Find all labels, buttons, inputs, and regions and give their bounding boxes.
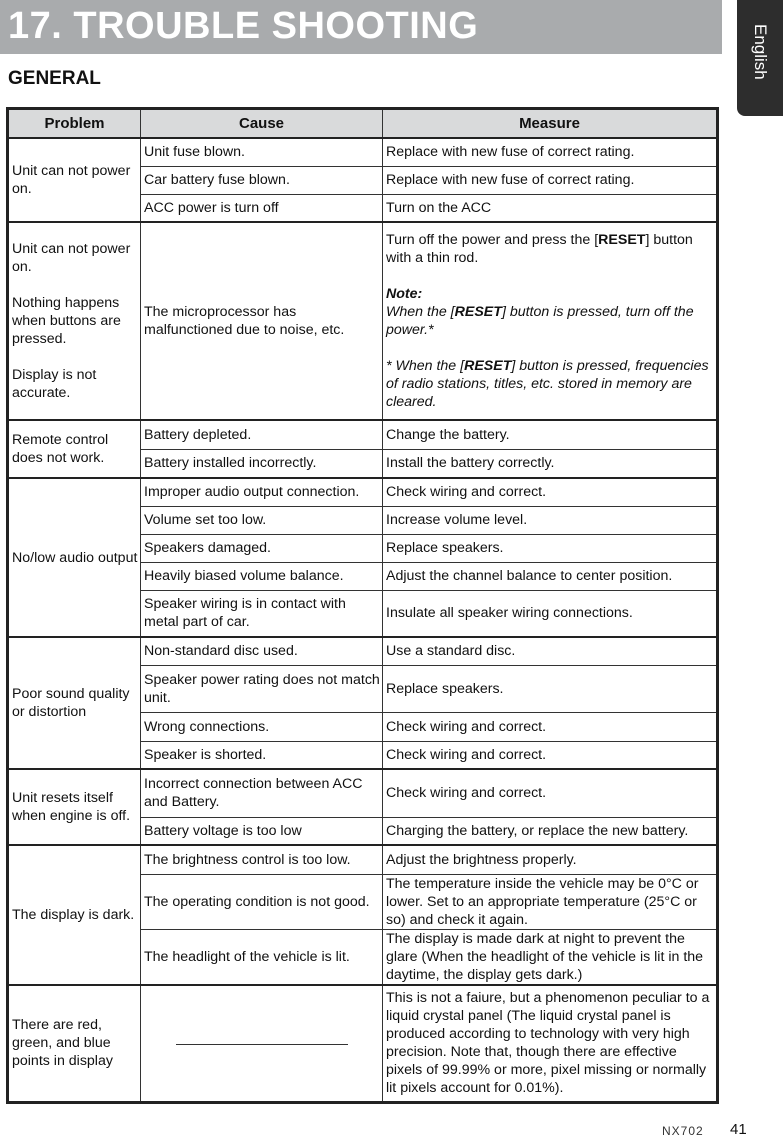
cause-cell: Car battery fuse blown. xyxy=(141,166,383,194)
measure-cell xyxy=(383,222,718,420)
measure-cell: Charging the battery, or replace the new battery. xyxy=(383,817,718,845)
table-row xyxy=(8,769,718,817)
measure-cell: The temperature inside the vehicle may be 0°C or lower. Set to an appropriate temperature (25°C or so) and check it again. xyxy=(383,874,718,929)
measure-instruction: Turn off the power and press the [RESET] button with a thin rod. xyxy=(386,232,693,266)
measure-cell: Adjust the brightness properly. xyxy=(383,845,718,874)
table-row xyxy=(8,420,718,449)
cause-cell: The operating condition is not good. xyxy=(141,874,383,929)
measure-cell: Replace with new fuse of correct rating. xyxy=(383,166,718,194)
measure-cell: Use a standard disc. xyxy=(383,637,718,665)
problem-cell: Unit can not power on. xyxy=(8,138,141,222)
column-header-problem: Problem xyxy=(8,109,141,139)
problem-line: Unit can not power on. xyxy=(12,241,131,275)
problem-cell: Unit resets itself when engine is off. xyxy=(8,769,141,845)
cause-cell: Heavily biased volume balance. xyxy=(141,562,383,590)
problem-cell: Poor sound quality or distortion xyxy=(8,637,141,769)
measure-cell: Check wiring and correct. xyxy=(383,769,718,817)
measure-cell: Turn on the ACC xyxy=(383,194,718,222)
table-row xyxy=(8,138,718,166)
page-number: 41 xyxy=(730,1121,747,1138)
problem-line: Nothing happens when buttons are pressed. xyxy=(12,295,121,347)
page-title: 17. TROUBLE SHOOTING xyxy=(8,5,479,47)
footnote-text: * When the [RESET] button is pressed, frequencies of radio stations, titles, etc. stored in memory are cleared. xyxy=(386,358,709,410)
measure-cell: Adjust the channel balance to center position. xyxy=(383,562,718,590)
cause-cell: Speaker wiring is in contact with metal part of car. xyxy=(141,590,383,637)
empty-cause-line xyxy=(176,1043,348,1045)
cause-cell: Speakers damaged. xyxy=(141,534,383,562)
title-bar xyxy=(0,0,722,54)
cause-cell: Volume set too low. xyxy=(141,506,383,534)
table-row xyxy=(8,985,718,1103)
cause-cell: The brightness control is too low. xyxy=(141,845,383,874)
measure-cell: Check wiring and correct. xyxy=(383,741,718,769)
cause-cell: Improper audio output connection. xyxy=(141,478,383,506)
cause-cell: Speaker power rating does not match unit. xyxy=(141,665,383,712)
table-row xyxy=(8,637,718,665)
cause-cell: The microprocessor has malfunctioned due to noise, etc. xyxy=(141,222,383,420)
table-row xyxy=(8,478,718,506)
model-name: NX702 xyxy=(662,1124,704,1138)
troubleshooting-table xyxy=(6,107,719,1104)
column-header-measure: Measure xyxy=(383,109,718,139)
cause-cell: Non-standard disc used. xyxy=(141,637,383,665)
measure-cell: Install the battery correctly. xyxy=(383,449,718,478)
cause-cell: Wrong connections. xyxy=(141,712,383,741)
measure-cell: Increase volume level. xyxy=(383,506,718,534)
problem-cell: The display is dark. xyxy=(8,845,141,985)
cause-cell: Battery depleted. xyxy=(141,420,383,449)
column-header-cause: Cause xyxy=(141,109,383,139)
problem-cell: No/low audio output xyxy=(8,478,141,637)
measure-cell: This is not a faiure, but a phenomenon peculiar to a liquid crystal panel (The liquid crystal panel is produced according to technology with very high precision. Note that, though there are effective pixels of 99.99% or more, pixel missing or normally lit pixels account for 0.01%). xyxy=(383,985,718,1103)
measure-cell: The display is made dark at night to prevent the glare (When the headlight of the vehicle is lit in the daytime, the display gets dark.) xyxy=(383,929,718,985)
table-row xyxy=(8,845,718,874)
table-header-row xyxy=(8,109,718,139)
language-tab xyxy=(737,0,783,116)
cause-cell: Speaker is shorted. xyxy=(141,741,383,769)
problem-line: Display is not accurate. xyxy=(12,367,97,401)
reset-key-label: RESET xyxy=(598,232,646,248)
measure-cell: Replace speakers. xyxy=(383,665,718,712)
measure-cell: Replace speakers. xyxy=(383,534,718,562)
measure-cell: Change the battery. xyxy=(383,420,718,449)
cause-cell-empty xyxy=(141,985,383,1103)
table-row xyxy=(8,222,718,420)
language-label: English xyxy=(751,24,770,80)
cause-cell: Battery voltage is too low xyxy=(141,817,383,845)
measure-cell: Replace with new fuse of correct rating. xyxy=(383,138,718,166)
cause-cell: The headlight of the vehicle is lit. xyxy=(141,929,383,985)
section-title: GENERAL xyxy=(8,68,101,89)
problem-cell xyxy=(8,222,141,420)
measure-cell: Insulate all speaker wiring connections. xyxy=(383,590,718,637)
problem-cell: There are red, green, and blue points in display xyxy=(8,985,141,1103)
note-text: When the [RESET] button is pressed, turn off the power.* xyxy=(386,304,694,338)
problem-cell: Remote control does not work. xyxy=(8,420,141,478)
note-label: Note: xyxy=(386,286,423,302)
measure-cell: Check wiring and correct. xyxy=(383,478,718,506)
measure-cell: Check wiring and correct. xyxy=(383,712,718,741)
cause-cell: ACC power is turn off xyxy=(141,194,383,222)
cause-cell: Incorrect connection between ACC and Battery. xyxy=(141,769,383,817)
cause-cell: Battery installed incorrectly. xyxy=(141,449,383,478)
cause-cell: Unit fuse blown. xyxy=(141,138,383,166)
